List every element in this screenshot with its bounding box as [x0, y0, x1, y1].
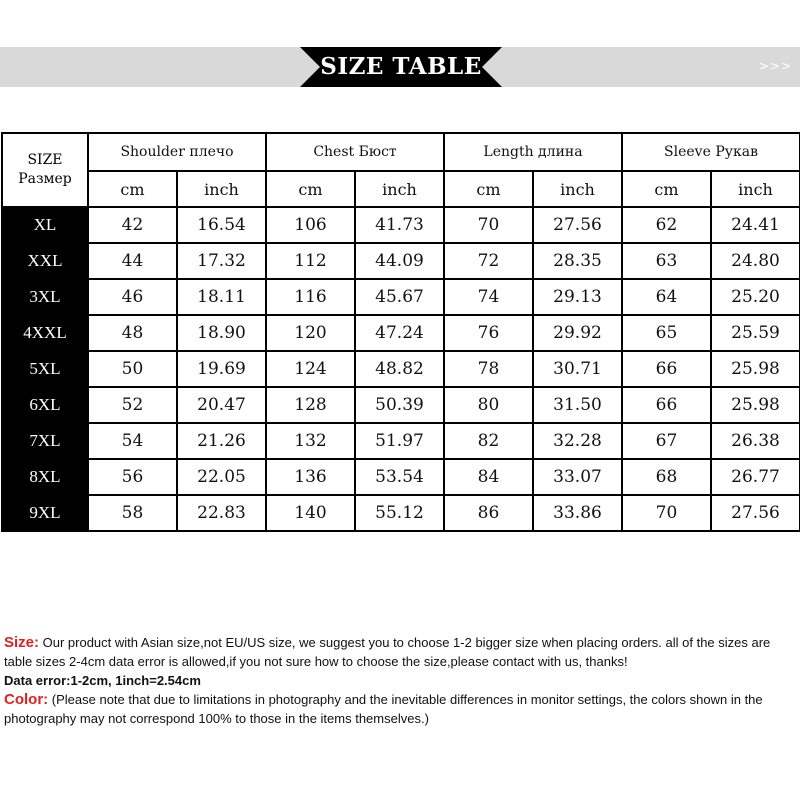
measurement-cell: 53.54 — [355, 459, 444, 495]
unit-header: inch — [177, 171, 266, 207]
measurement-cell: 128 — [266, 387, 355, 423]
measurement-cell: 26.38 — [711, 423, 800, 459]
measurement-cell: 72 — [444, 243, 533, 279]
size-header-ru: Размер — [18, 171, 72, 187]
measurement-cell: 19.69 — [177, 351, 266, 387]
unit-header: inch — [711, 171, 800, 207]
measurement-cell: 30.71 — [533, 351, 622, 387]
measurement-cell: 42 — [88, 207, 177, 243]
size-note — [4, 633, 800, 671]
measurement-cell: 44 — [88, 243, 177, 279]
measurement-cell: 33.86 — [533, 495, 622, 531]
measurement-cell: 47.24 — [355, 315, 444, 351]
measurement-cell: 140 — [266, 495, 355, 531]
measurement-cell: 62 — [622, 207, 711, 243]
color-note-text: (Please note that due to limitations in photography and the inevitable differences in monitor settings, the colors shown in the photography may not correspond 100% to those in the items themselves.) — [4, 692, 763, 726]
size-header-cell — [2, 133, 88, 207]
table-row — [2, 459, 800, 495]
measurement-cell: 21.26 — [177, 423, 266, 459]
measurement-cell: 86 — [444, 495, 533, 531]
measurement-cell: 58 — [88, 495, 177, 531]
measurement-cell: 66 — [622, 351, 711, 387]
measurement-cell: 48 — [88, 315, 177, 351]
measurement-cell: 120 — [266, 315, 355, 351]
measurement-cell: 56 — [88, 459, 177, 495]
measurement-cell: 50.39 — [355, 387, 444, 423]
measurement-cell: 64 — [622, 279, 711, 315]
page-title: SIZE TABLE — [320, 53, 482, 80]
measurement-cell: 24.80 — [711, 243, 800, 279]
measurement-cell: 25.59 — [711, 315, 800, 351]
measurement-cell: 28.35 — [533, 243, 622, 279]
measurement-cell: 136 — [266, 459, 355, 495]
measurement-cell: 25.20 — [711, 279, 800, 315]
size-label-cell: 7XL — [2, 423, 88, 459]
measurement-cell: 27.56 — [533, 207, 622, 243]
unit-header: cm — [266, 171, 355, 207]
measurement-cell: 52 — [88, 387, 177, 423]
measurement-cell: 78 — [444, 351, 533, 387]
measurement-cell: 106 — [266, 207, 355, 243]
measurement-cell: 22.05 — [177, 459, 266, 495]
table-row — [2, 387, 800, 423]
measurement-cell: 74 — [444, 279, 533, 315]
measurement-cell: 25.98 — [711, 387, 800, 423]
group-header-chest: Chest Бюст — [266, 133, 444, 171]
measurement-cell: 20.47 — [177, 387, 266, 423]
table-row — [2, 279, 800, 315]
measurement-cell: 84 — [444, 459, 533, 495]
measurement-cell: 67 — [622, 423, 711, 459]
measurement-cell: 44.09 — [355, 243, 444, 279]
group-header-shoulder: Shoulder плечо — [88, 133, 266, 171]
measurement-cell: 18.11 — [177, 279, 266, 315]
size-notes — [4, 633, 800, 728]
chevrons-icon: >>> — [758, 59, 792, 73]
measurement-cell: 45.67 — [355, 279, 444, 315]
size-label-cell: 9XL — [2, 495, 88, 531]
header-row-groups — [2, 133, 800, 171]
data-error-note: Data error:1-2cm, 1inch=2.54cm — [4, 673, 201, 688]
measurement-cell: 18.90 — [177, 315, 266, 351]
measurement-cell: 29.92 — [533, 315, 622, 351]
size-table — [1, 132, 800, 532]
measurement-cell: 55.12 — [355, 495, 444, 531]
unit-header: inch — [355, 171, 444, 207]
table-row — [2, 351, 800, 387]
measurement-cell: 27.56 — [711, 495, 800, 531]
measurement-cell: 46 — [88, 279, 177, 315]
measurement-cell: 66 — [622, 387, 711, 423]
measurement-cell: 29.13 — [533, 279, 622, 315]
table-row — [2, 243, 800, 279]
measurement-cell: 16.54 — [177, 207, 266, 243]
measurement-cell: 63 — [622, 243, 711, 279]
group-header-length: Length длина — [444, 133, 622, 171]
measurement-cell: 70 — [444, 207, 533, 243]
unit-header: inch — [533, 171, 622, 207]
size-header-en: SIZE — [27, 152, 63, 168]
measurement-cell: 26.77 — [711, 459, 800, 495]
measurement-cell: 17.32 — [177, 243, 266, 279]
measurement-cell: 76 — [444, 315, 533, 351]
color-note — [4, 690, 800, 728]
banner-tag — [300, 47, 502, 87]
size-label-cell: 8XL — [2, 459, 88, 495]
measurement-cell: 82 — [444, 423, 533, 459]
unit-header: cm — [88, 171, 177, 207]
measurement-cell: 24.41 — [711, 207, 800, 243]
measurement-cell: 65 — [622, 315, 711, 351]
table-row — [2, 207, 800, 243]
color-note-label: Color: — [4, 691, 49, 708]
measurement-cell: 124 — [266, 351, 355, 387]
table-row — [2, 315, 800, 351]
measurement-cell: 116 — [266, 279, 355, 315]
measurement-cell: 80 — [444, 387, 533, 423]
measurement-cell: 48.82 — [355, 351, 444, 387]
table-row — [2, 423, 800, 459]
size-label-cell: 6XL — [2, 387, 88, 423]
size-label-cell: 3XL — [2, 279, 88, 315]
size-label-cell: 4XXL — [2, 315, 88, 351]
measurement-cell: 112 — [266, 243, 355, 279]
group-header-sleeve: Sleeve Рукав — [622, 133, 800, 171]
measurement-cell: 33.07 — [533, 459, 622, 495]
measurement-cell: 68 — [622, 459, 711, 495]
table-row — [2, 495, 800, 531]
measurement-cell: 54 — [88, 423, 177, 459]
size-label-cell: 5XL — [2, 351, 88, 387]
size-note-text: Our product with Asian size,not EU/US size, we suggest you to choose 1-2 bigger size when placing orders. all of the sizes are table sizes 2-4cm data error is allowed,if you not sure how to choose the size,please contact with us, thanks! — [4, 635, 771, 669]
measurement-cell: 32.28 — [533, 423, 622, 459]
unit-header: cm — [622, 171, 711, 207]
measurement-cell: 132 — [266, 423, 355, 459]
measurement-cell: 41.73 — [355, 207, 444, 243]
header-row-units — [2, 171, 800, 207]
measurement-cell: 50 — [88, 351, 177, 387]
measurement-cell: 25.98 — [711, 351, 800, 387]
measurement-cell: 51.97 — [355, 423, 444, 459]
measurement-cell: 22.83 — [177, 495, 266, 531]
measurement-cell: 31.50 — [533, 387, 622, 423]
unit-header: cm — [444, 171, 533, 207]
size-label-cell: XXL — [2, 243, 88, 279]
measurement-cell: 70 — [622, 495, 711, 531]
size-note-label: Size: — [4, 634, 40, 651]
size-label-cell: XL — [2, 207, 88, 243]
